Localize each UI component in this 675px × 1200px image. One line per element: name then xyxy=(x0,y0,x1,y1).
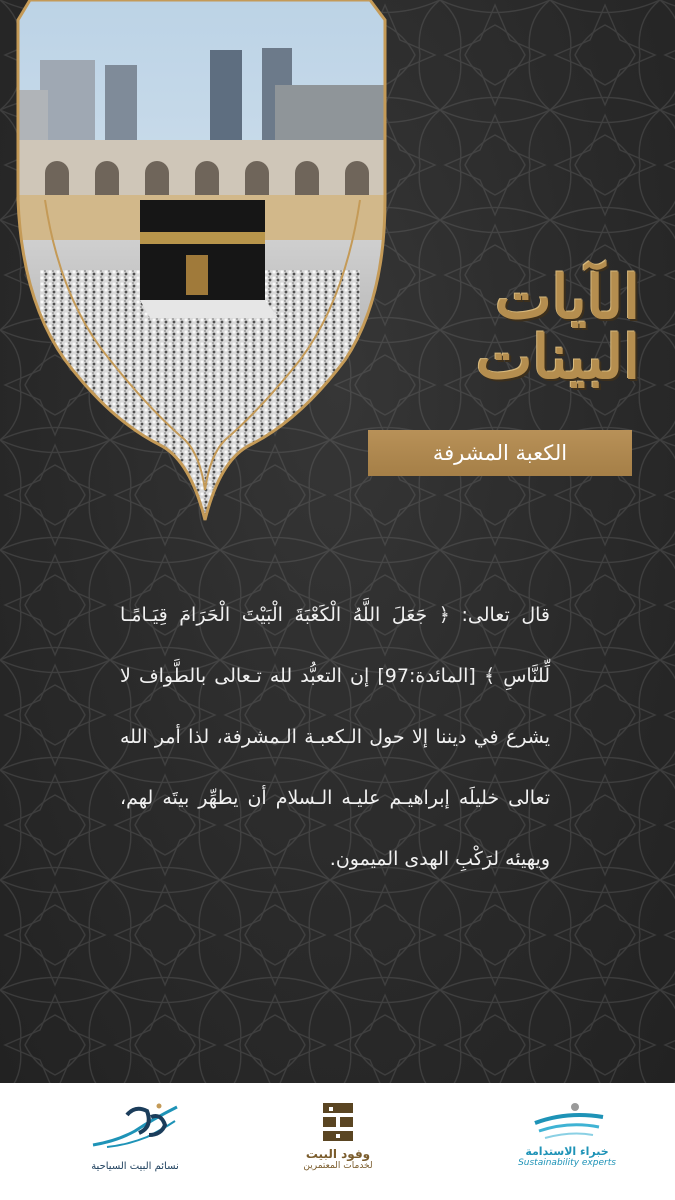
wufood-logo-icon xyxy=(321,1101,355,1143)
body-paragraph: قال تعالى: ﴿ جَعَلَ اللَّهُ الْكَعْبَةَ الْبَيْتَ الْحَرَامَ قِيَـامًـا لِّلنَّاسِ ﴾ [المائدة:97] إن التعبُّد لله تـعالى بالطَّواف لا يشرع في ديننا إلا حول الـكعبـة الـمشرفة، لذا أمر الله تعالى خليلَه إبراهيـم عليـه الـسلام أن يطهِّر بيتَه لهم، ويهيئه لرَكْبِ الهدى الميمون. xyxy=(120,604,550,870)
title-calligraphy xyxy=(355,255,640,400)
sustainability-name: خبراء الاستدامة xyxy=(525,1145,609,1158)
footer xyxy=(0,1083,675,1200)
sustainability-caption: Sustainability experts xyxy=(518,1158,616,1168)
wufood-caption: لخدمات المعتمرين xyxy=(303,1161,373,1171)
nasaem-logo-icon xyxy=(87,1101,183,1155)
logo-wufood xyxy=(283,1101,393,1171)
kaaba-photo xyxy=(0,0,400,530)
subtitle-banner xyxy=(368,430,632,476)
logo-nasaem xyxy=(80,1101,190,1172)
subtitle-text: الكعبة المشرفة xyxy=(432,441,568,465)
sustainability-logo-icon xyxy=(527,1101,607,1141)
page-title: الآيات البينات xyxy=(475,262,640,393)
wufood-name: وفود البيت xyxy=(305,1147,371,1161)
logo-sustainability xyxy=(517,1101,617,1168)
nasaem-caption: نسائم البيت السياحية xyxy=(91,1161,179,1172)
